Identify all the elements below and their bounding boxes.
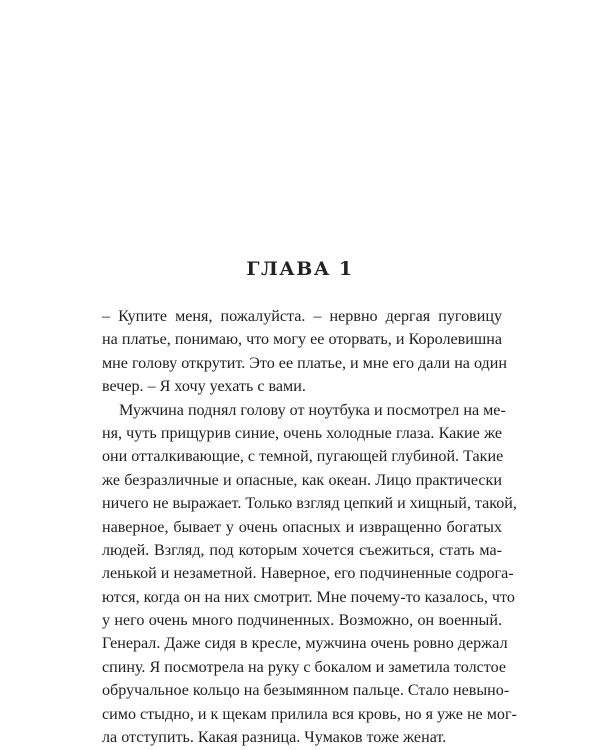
text-line: людей. Взгляд, под которым хочется съежиться, стать ма- (102, 541, 502, 559)
text-line: на платье, понимаю, что могу ее оторвать, и Королевишна (102, 331, 502, 349)
text-line: вечер. – Я хочу уехать с вами. (102, 378, 306, 396)
text-line: ла отступить. Какая разница. Чумаков тоже женат. (102, 729, 447, 747)
text-line: наверное, бывает у очень опасных и извращенно богатых (102, 518, 502, 536)
chapter-title: ГЛАВА 1 (246, 258, 354, 280)
text-line: ня, чуть прищурив синие, очень холодные глаза. Какие же (102, 424, 502, 442)
text-line: ются, когда он на них смотрит. Мне почему-то казалось, что (102, 588, 515, 606)
text-line: они отталкивающие, с темной, пугающей глубиной. Такие (102, 448, 504, 466)
text-line: Генерал. Даже сидя в кресле, мужчина очень ровно держал (102, 635, 508, 653)
text-line: у него очень много подчиненных. Возможно, он военный. (102, 612, 502, 630)
text-line: спину. Я посмотрела на руку с бокалом и заметила толстое (102, 658, 506, 676)
text-line: мне голову открутит. Это ее платье, и мне его дали на один (102, 354, 507, 372)
text-line: Мужчина поднял голову от ноутбука и посмотрел на ме- (119, 401, 506, 419)
text-line: обручальное кольцо на безымянном пальце. Стало невыно- (102, 682, 510, 700)
text-line: ничего не выражает. Только взгляд цепкий и хищный, такой, (102, 495, 517, 513)
text-line: – Купите меня, пожалуйста. – нервно дергая пуговицу (102, 308, 502, 325)
text-line: же безразличные и опасные, как океан. Лицо практически (102, 471, 502, 489)
chapter-body (102, 305, 517, 749)
text-line: симо стыдно, и к щекам прилила вся кровь, но я уже не мог- (102, 705, 517, 723)
text-line: ленькой и незаметной. Наверное, его подчиненные содрога- (102, 565, 514, 583)
